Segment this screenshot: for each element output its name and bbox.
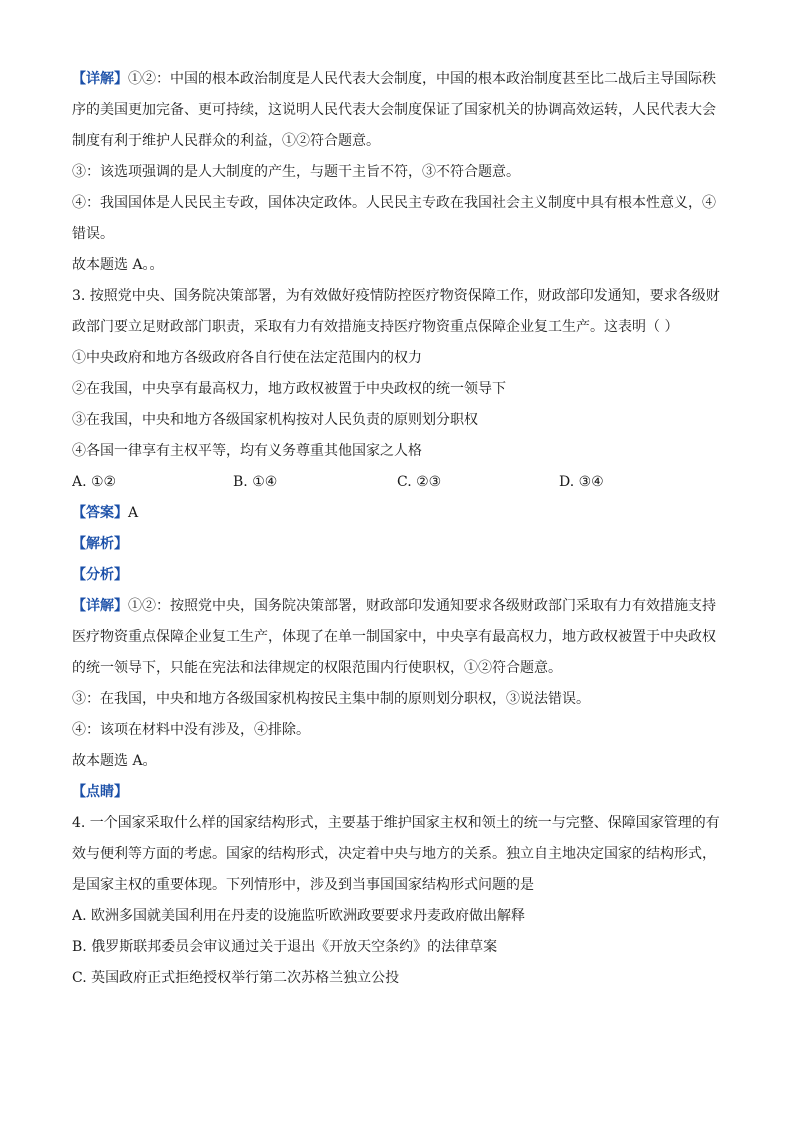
- paragraph-line: 的统一领导下，只能在宪法和法律规定的权限范围内行使职权，①②符合题意。: [72, 660, 562, 676]
- detail-tag: 【详解】: [72, 598, 128, 614]
- paragraph-line: ④：我国国体是人民民主专政，国体决定政体。人民民主专政在我国社会主义制度中具有根本性意义，④: [72, 195, 716, 211]
- paragraph-line: 序的美国更加完备、更可持续，这说明人民代表大会制度保证了国家机关的协调高效运转，人民代表大会: [72, 102, 716, 118]
- question-3-stem: 政部门要立足财政部门职责，采取有力有效措施支持医疗物资重点保障企业复工生产。这表明（ ）: [72, 319, 679, 335]
- dianjing-line: [72, 777, 724, 808]
- option-d: D. ③④: [559, 474, 604, 490]
- question-4-option-a: A. 欧洲多国就美国利用在丹麦的设施监听欧洲政要要求丹麦政府做出解释: [72, 908, 526, 924]
- paragraph-line: ③：该选项强调的是人大制度的产生，与题干主旨不符，③不符合题意。: [72, 164, 520, 180]
- question-3-stem: 3. 按照党中央、国务院决策部署，为有效做好疫情防控医疗物资保障工作，财政部印发通知，要求各级财: [72, 288, 720, 304]
- paragraph-line: 【详解】①②：按照党中央，国务院决策部署，财政部印发通知要求各级财政部门采取有力有效措施支持: [72, 598, 716, 614]
- analysis-tag: 【解析】: [72, 536, 128, 552]
- question-4-stem: 是国家主权的重要体现。下列情形中，涉及到当事国国家结构形式问题的是: [72, 877, 534, 893]
- paragraph-line: ③：在我国，中央和地方各级国家机构按民主集中制的原则划分职权，③说法错误。: [72, 691, 590, 707]
- question-3-item: ③在我国，中央和地方各级国家机构按对人民负责的原则划分职权: [72, 412, 478, 428]
- fenxi-tag: 【分析】: [72, 567, 128, 583]
- paragraph-line: 医疗物资重点保障企业复工生产，体现了在单一制国家中，中央享有最高权力，地方政权被置于中央政权: [72, 629, 716, 645]
- question-4-stem: 效与便利等方面的考虑。国家的结构形式，决定着中央与地方的关系。独立自主地决定国家的结构形式，: [72, 846, 716, 862]
- question-3-item: ②在我国，中央享有最高权力，地方政权被置于中央政权的统一领导下: [72, 381, 506, 397]
- question-4-stem: 4. 一个国家采取什么样的国家结构形式，主要基于维护国家主权和领土的统一与完整、保障国家管理的有: [72, 815, 720, 831]
- option-a: A. ①②: [72, 474, 117, 490]
- option-c: C. ②③: [397, 474, 442, 490]
- question-3-item: ④各国一律享有主权平等，均有义务尊重其他国家之人格: [72, 443, 422, 459]
- paragraph-line: 制度有利于维护人民群众的利益，①②符合题意。: [72, 133, 380, 149]
- paragraph-line: 【详解】①②：中国的根本政治制度是人民代表大会制度，中国的根本政治制度甚至比二战后主导国际秩: [72, 71, 716, 87]
- question-4-option-b: B. 俄罗斯联邦委员会审议通过关于退出《开放天空条约》的法律草案: [72, 939, 498, 955]
- document-body: [72, 64, 724, 994]
- detail-tag: 【详解】: [72, 71, 128, 87]
- fenxi-line: [72, 560, 724, 591]
- answer-value: A: [128, 505, 139, 521]
- paragraph-line: 错误。: [72, 226, 114, 242]
- conclusion-line: 故本题选 A。: [72, 753, 157, 769]
- dianjing-tag: 【点睛】: [72, 784, 128, 800]
- question-3-item: ①中央政府和地方各级政府各自行使在法定范围内的权力: [72, 350, 422, 366]
- option-b: B. ①④: [233, 474, 278, 490]
- paragraph-line: ④：该项在材料中没有涉及，④排除。: [72, 722, 310, 738]
- answer-line: [72, 498, 724, 529]
- analysis-line: [72, 529, 724, 560]
- question-4-option-c: C. 英国政府正式拒绝授权举行第二次苏格兰独立公投: [72, 970, 400, 986]
- question-3-options: [72, 467, 724, 498]
- conclusion-line: 故本题选 A。。: [72, 257, 164, 273]
- answer-tag: 【答案】: [72, 505, 128, 521]
